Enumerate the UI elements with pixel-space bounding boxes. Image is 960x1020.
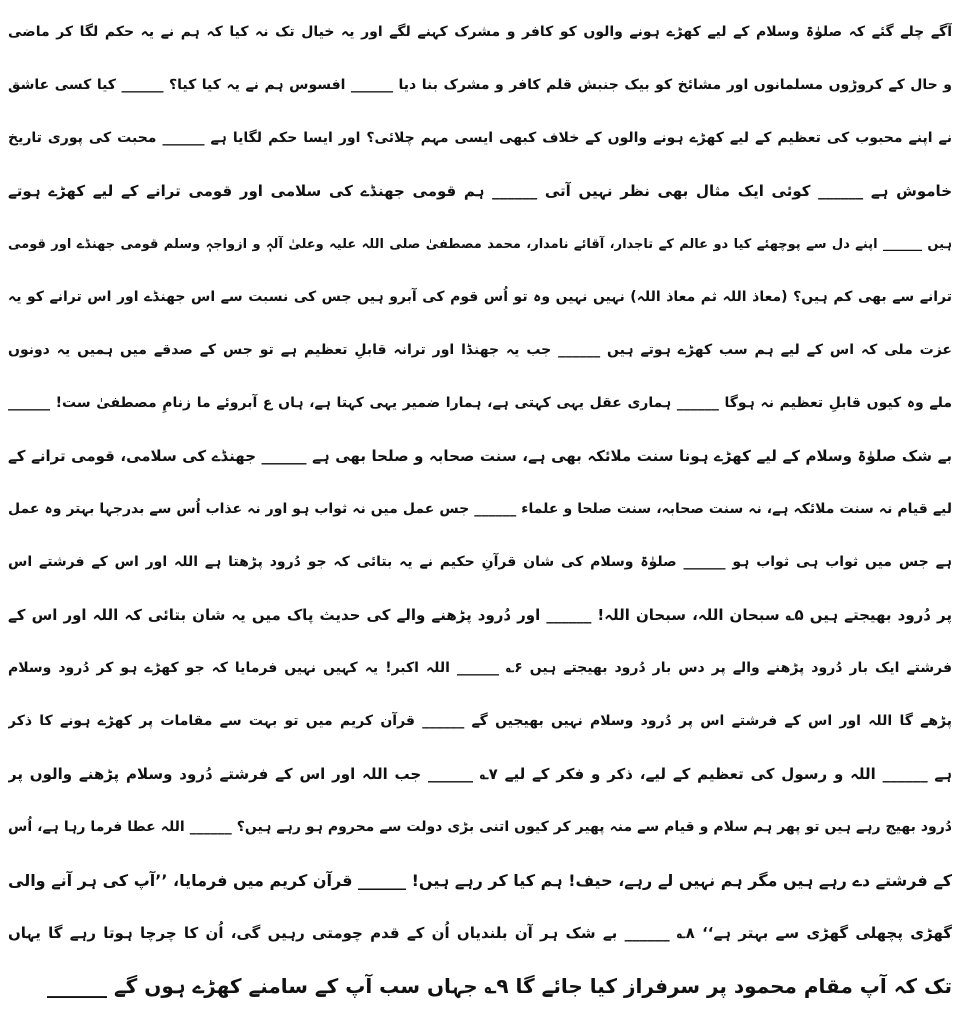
text-line: گھڑی پچھلی گھڑی سے بہتر ہے‘‘ ۸؎ ______ بے شک ہر آن بلندیاں اُن کے قدم چومتی رہیں گی، اُن کا چرچا ہوتا رہے گا یہاں bbox=[8, 924, 952, 942]
text-line: و حال کے کروڑوں مسلمانوں اور مشائخ کو بیک جنبش قلم کافر و مشرک بنا دیا ______ افسوس ہم نے یہ کیا کیا؟ ______ کیا کسی عاشق bbox=[8, 77, 952, 93]
text-line: فرشتے ایک بار دُرود پڑھنے والے پر دس بار دُرود بھیجتے ہیں ۶؎ ______ اللہ اکبر! یہ کہیں نہیں فرمایا کہ جو کھڑے ہو کر دُرود وسلام bbox=[8, 660, 952, 676]
text-line: ہے ______ اللہ و رسول کی تعظیم کے لیے، ذکر و فکر کے لیے ۷؎ ______ جب اللہ اور اس کے فرشتے دُرود وسلام پڑھنے والوں پر bbox=[8, 765, 952, 783]
text-line: پر دُرود بھیجتے ہیں ۵؎ سبحان اللہ، سبحان اللہ! ______ اور دُرود پڑھنے والے کی حدیث پاک میں یہ شان بتائی کہ اللہ اور اس کے bbox=[8, 606, 952, 624]
text-line: خاموش ہے ______ کوئی ایک مثال بھی نظر نہیں آتی ______ ہم قومی جھنڈے کی سلامی اور قومی ترانے کے لیے کھڑے ہوتے bbox=[8, 182, 952, 200]
text-line: نے اپنے محبوب کی تعظیم کے لیے کھڑے ہونے والوں کے خلاف کبھی ایسی مہم چلائی؟ اور ایسا حکم لگایا ہے ______ محبت کی پوری تاریخ bbox=[8, 130, 952, 146]
text-line: دُرود بھیج رہے ہیں تو پھر ہم سلام و قیام سے منہ پھیر کر کیوں اتنی بڑی دولت سے محروم ہو رہے ہیں؟ ______ اللہ عطا فرما رہا ہے، اُس bbox=[8, 819, 952, 835]
text-line: تک کہ آپ مقام محمود پر سرفراز کیا جائے گا ۹؎ جہاں سب آپ کے سامنے کھڑے ہوں گے ______ bbox=[46, 974, 952, 998]
text-line: عزت ملی کہ اس کے لیے ہم سب کھڑے ہوتے ہیں ______ جب یہ جھنڈا اور ترانہ قابلِ تعظیم ہے تو جس کے صدقے میں ہمیں یہ دونوں bbox=[8, 342, 952, 358]
text-line: ہے جس میں ثواب ہی ثواب ہو ______ صلوٰۃ وسلام کی شان قرآنِ حکیم نے یہ بتائی کہ جو دُرود پڑھتا ہے اللہ اور اس کے فرشتے اس bbox=[8, 554, 952, 570]
text-line: کے فرشتے دے رہے ہیں مگر ہم نہیں لے رہے، حیف! ہم کیا کر رہے ہیں! ______ قرآن کریم میں فرمایا، ’’آپ کی ہر آنے والی bbox=[8, 871, 952, 890]
text-line: بے شک صلوٰۃ وسلام کے لیے کھڑے ہونا سنت ملائکہ بھی ہے، سنت صحابہ و صلحا بھی ہے ______ جھنڈے کی سلامی، قومی ترانے کے bbox=[8, 447, 952, 465]
text-line: آگے چلے گئے کہ صلوٰۃ وسلام کے لیے کھڑے ہونے والوں کو کافر و مشرک کہنے لگے اور یہ خیال تک نہ کیا کہ ہم نے یہ حکم لگا کر ماضی bbox=[8, 24, 952, 40]
text-line: لیے قیام نہ سنت ملائکہ ہے، نہ سنت صحابہ، سنت صلحا و علماء ______ جس عمل میں نہ ثواب ہو اور نہ عذاب اُس سے بدرجہا بہتر وہ عمل bbox=[8, 501, 952, 517]
text-line: پڑھے گا اللہ اور اس کے فرشتے اس پر دُرود وسلام نہیں بھیجیں گے ______ قرآن کریم میں تو بہت سے مقامات پر کھڑے ہونے کا ذکر bbox=[8, 713, 952, 729]
text-line: ہیں ______ اپنے دل سے پوچھئے کیا دو عالم کے تاجدار، آقائے نامدار، محمد مصطفیٰ صلی اللہ علیہ وعلیٰ آلہٖ و ازواجہٖ وسلم قومی جھنڈے اور قومی bbox=[8, 237, 952, 252]
text-line: ترانے سے بھی کم ہیں؟ (معاذ اللہ ثم معاذ اللہ) نہیں نہیں وہ تو اُس قوم کی آبرو ہیں جس کی نسبت سے اس جھنڈے اور اس ترانے کو یہ bbox=[8, 289, 952, 305]
text-line: ملے وہ کیوں قابلِ تعظیم نہ ہوگا ______ ہماری عقل یہی کہتی ہے، ہمارا ضمیر یہی کہتا ہے، ہاں ع آبروئے ما زنامِ مصطفیٰ ست! ______ bbox=[8, 395, 952, 411]
